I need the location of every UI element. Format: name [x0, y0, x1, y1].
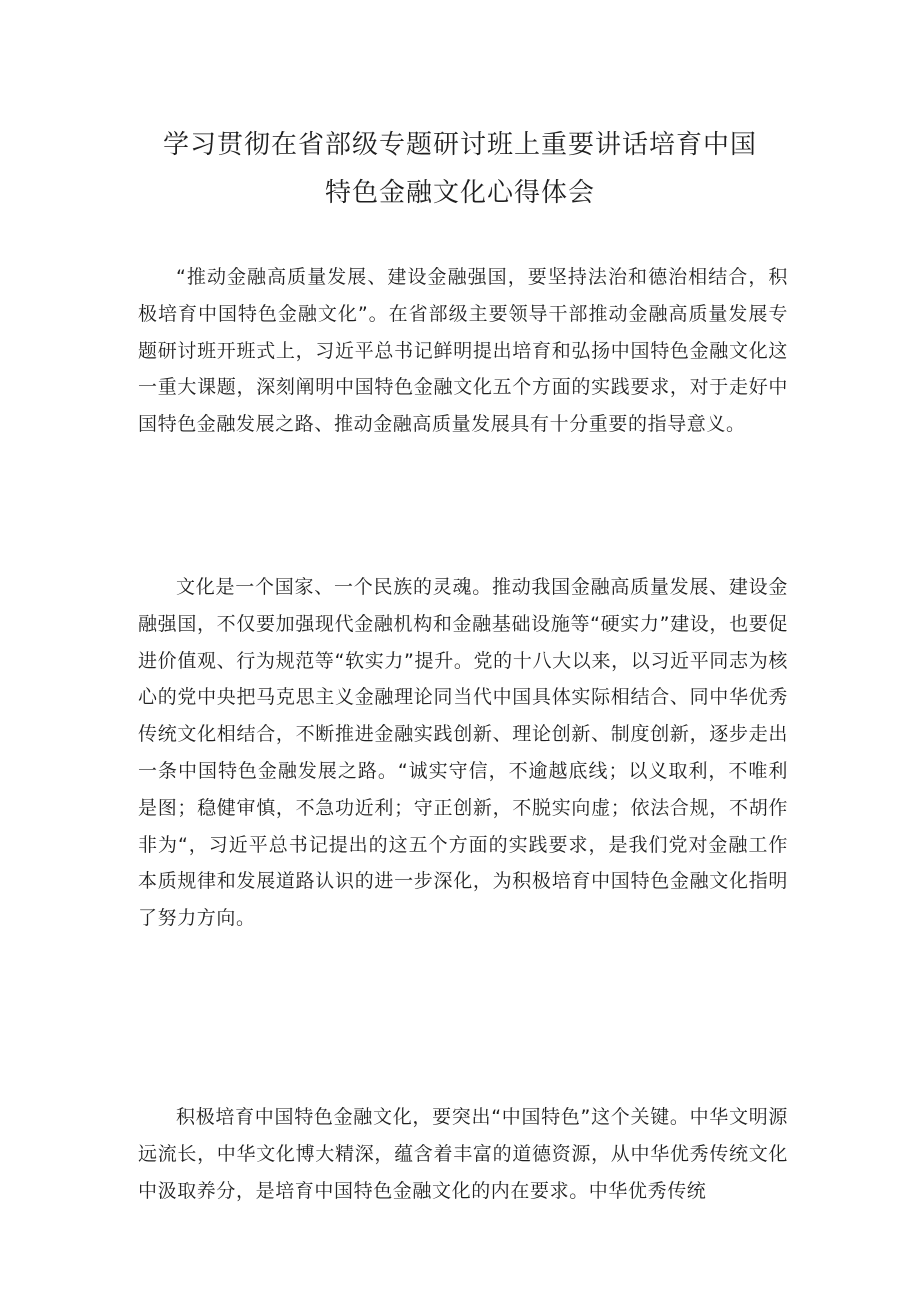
paragraph-2: 文化是一个国家、一个民族的灵魂。推动我国金融高质量发展、建设金融强国，不仅要加强现代金融机构和金融基础设施等“硬实力”建设，也要促进价值观、行为规范等“软实力”提升。党的十八大以来，以习近平同志为核心的党中央把马克思主义金融理论同当代中国具体实际相结合、同中华优秀传统文化相结合，不断推进金融实践创新、理论创新、制度创新，逐步走出一条中国特色金融发展之路。“诚实守信，不逾越底线；以义取利，不唯利是图；稳健审慎，不急功近利；守正创新，不脱实向虚；依法合规，不胡作非为“，习近平总书记提出的这五个方面的实践要求，是我们党对金融工作本质规律和发展道路认识的进一步深化，为积极培育中国特色金融文化指明了努力方向。: [138, 576, 788, 930]
document-title-line-1: 学习贯彻在省部级专题研讨班上重要讲话培育中国: [162, 130, 757, 160]
document-title-line-2: 特色金融文化心得体会: [324, 178, 595, 208]
paragraph-1: “推动金融高质量发展、建设金融强国，要坚持法治和德治相结合，积极培育中国特色金融文化”。在省部级主要领导干部推动金融高质量发展专题研讨班开班式上，习近平总书记鲜明提出培育和弘扬中国特色金融文化这一重大课题，深刻阐明中国特色金融文化五个方面的实践要求，对于走好中国特色金融发展之路、推动金融高质量发展具有十分重要的指导意义。: [138, 266, 788, 436]
paragraph-3: 积极培育中国特色金融文化，要突出“中国特色”这个关键。中华文明源远流长，中华文化博大精深，蕴含着丰富的道德资源，从中华优秀传统文化中汲取养分，是培育中国特色金融文化的内在要求。中华优秀传统: [138, 1106, 788, 1202]
